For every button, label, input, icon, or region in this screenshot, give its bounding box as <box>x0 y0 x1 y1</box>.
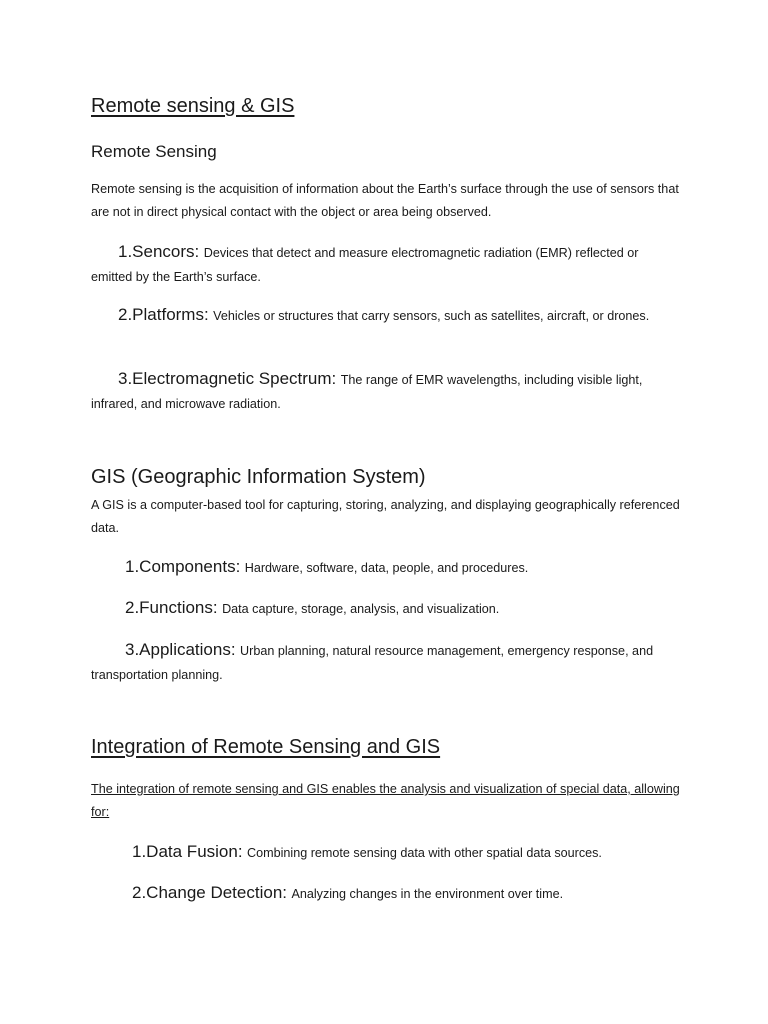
list-item-term: 2.Change Detection: <box>132 883 287 902</box>
list-item-desc: Hardware, software, data, people, and procedures. <box>244 561 529 575</box>
list-item <box>91 638 683 687</box>
list-item-term: 1.Data Fusion: <box>132 842 243 861</box>
list-item-desc: Data capture, storage, analysis, and visualization. <box>222 602 500 616</box>
section-heading-integration: Integration of Remote Sensing and GIS <box>91 736 441 758</box>
list-item <box>91 555 683 580</box>
list-item <box>91 596 683 621</box>
list-item-desc: Devices that detect and measure electromagnetic radiation (EMR) reflected or emitted by the Earth’s surface. <box>91 246 639 284</box>
section-heading-gis: GIS (Geographic Information System) <box>91 466 426 488</box>
document-title: Remote sensing & GIS <box>91 95 295 117</box>
integration-intro-text: The integration of remote sensing and GIS enables the analysis and visualization of special data, allowing for: <box>91 782 680 819</box>
list-item <box>91 840 683 865</box>
list-item-desc: The range of EMR wavelengths, including visible light, infrared, and microwave radiation. <box>91 373 643 411</box>
list-item-term: 2.Platforms: <box>118 305 209 324</box>
list-item-desc: Vehicles or structures that carry sensors, such as satellites, aircraft, or drones. <box>213 309 650 323</box>
list-item <box>91 881 683 906</box>
list-item-term: 1.Sencors: <box>118 242 200 261</box>
list-item <box>91 240 683 289</box>
list-item <box>91 303 683 328</box>
remote-sensing-intro: Remote sensing is the acquisition of information about the Earth’s surface through the use of sensors that are not in direct physical contact with the object or area being observed. <box>91 182 679 219</box>
section-heading-remote-sensing: Remote Sensing <box>91 142 217 161</box>
list-item-term: 1.Components: <box>125 557 241 576</box>
list-item-term: 2.Functions: <box>125 598 218 617</box>
list-item-term: 3.Electromagnetic Spectrum: <box>118 369 337 388</box>
list-item <box>91 367 683 416</box>
integration-intro <box>91 778 683 824</box>
gis-intro: A GIS is a computer-based tool for capturing, storing, analyzing, and displaying geographically referenced data. <box>91 498 680 535</box>
list-item-desc: Urban planning, natural resource management, emergency response, and transportation planning. <box>91 644 654 682</box>
list-item-desc: Combining remote sensing data with other spatial data sources. <box>247 846 602 860</box>
list-item-desc: Analyzing changes in the environment over time. <box>291 887 564 901</box>
list-item-term: 3.Applications: <box>125 640 236 659</box>
